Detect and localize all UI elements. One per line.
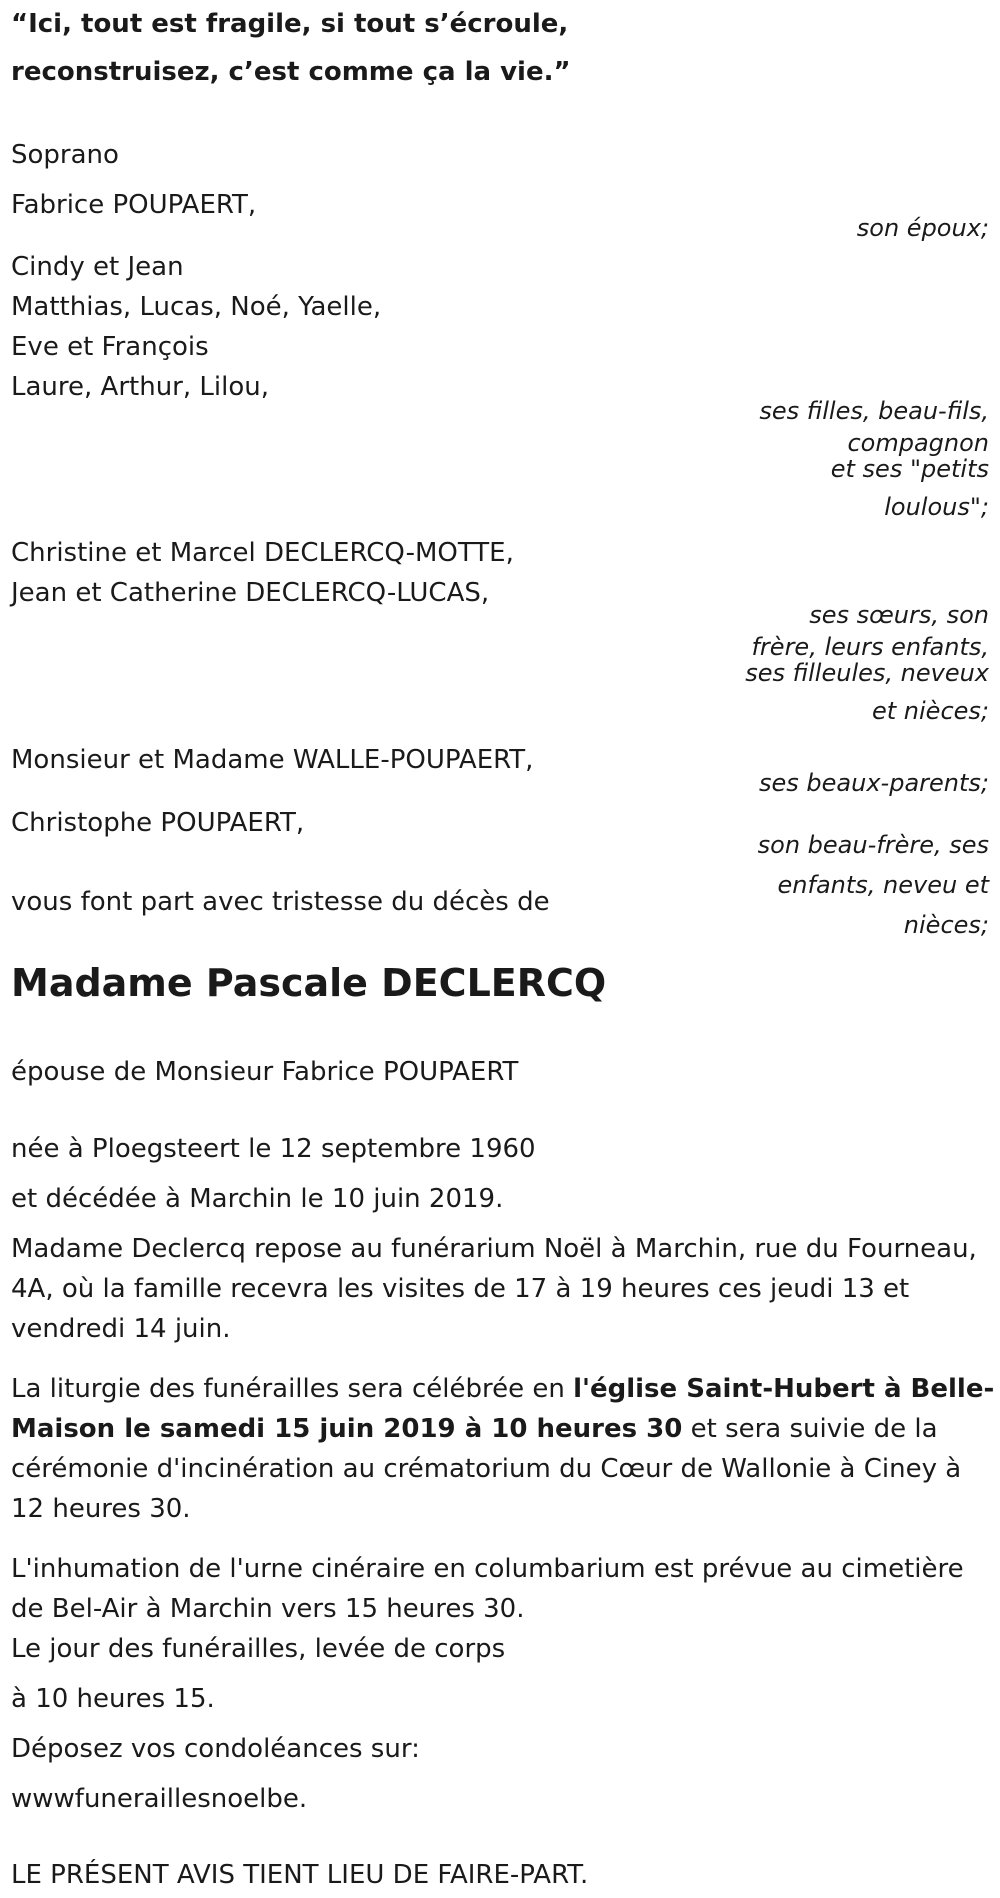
relation-line: ses filleules, neveux <box>745 659 989 687</box>
family-line: Fabrice POUPAERT, <box>11 190 257 220</box>
relation-line: ses sœurs, son <box>809 601 989 629</box>
website-line: wwwfunerai​llesnoelbe. <box>11 1784 308 1814</box>
urn-paragraph: L'inhumation de l'urne cinéraire en columbarium est prévue au cimetière de Bel-Air à Marchin vers 15 heures 30. <box>11 1554 964 1624</box>
announcement-line: vous font part avec tristesse du décès de <box>11 887 550 917</box>
footer-notice: LE PRÉSENT AVIS TIENT LIEU DE FAIRE-PART. <box>11 1860 589 1890</box>
epigraph-quote: “Ici, tout est fragile, si tout s’écroule, reconstruisez, c’est comme ça la vie.” <box>11 9 571 87</box>
liturgy-paragraph <box>11 1369 996 1529</box>
relation-line: nièces; <box>903 911 989 939</box>
relation-line: enfants, neveu et <box>777 871 989 899</box>
relation-beaux-parents: ses beaux-parents; <box>759 769 989 797</box>
levee-line: à 10 heures 15. <box>11 1684 215 1714</box>
relation-beau-frere <box>758 825 989 945</box>
spouse-line: épouse de Monsieur Fabrice POUPAERT <box>11 1057 519 1087</box>
family-line: Christophe POUPAERT, <box>11 808 305 838</box>
family-line: Cindy et Jean <box>11 252 184 282</box>
liturgy-text: La liturgie des funérailles sera célébrée en <box>11 1374 574 1404</box>
levee-line: Le jour des funérailles, levée de corps <box>11 1634 506 1664</box>
liturgy-place-time: l'église Saint-Hubert à Belle-Maison le samedi 15 juin 2019 à 10 heures 30 <box>11 1374 995 1444</box>
condolences-line: Déposez vos condoléances sur: <box>11 1734 420 1764</box>
relation-line: loulous"; <box>884 493 989 521</box>
relation-filles <box>759 391 989 531</box>
relation-soeurs <box>745 595 989 735</box>
family-line: Eve et François <box>11 332 209 362</box>
relation-line: compagnon <box>847 429 989 457</box>
liturgy-text: et sera suivie de la cérémonie d'incinération au crématorium du Cœur de Wallonie à Ciney à 12 heures 30. <box>11 1414 962 1524</box>
birth-line: née à Ploegsteert le 12 septembre 1960 <box>11 1134 536 1164</box>
family-line: Christine et Marcel DECLERCQ-MOTTE, <box>11 538 514 568</box>
family-line: Laure, Arthur, Lilou, <box>11 372 269 402</box>
relation-line: et nièces; <box>872 697 989 725</box>
death-line: et décédée à Marchin le 10 juin 2019. <box>11 1184 504 1214</box>
family-line: Matthias, Lucas, Noé, Yaelle, <box>11 292 382 322</box>
deceased-name: Madame Pascale DECLERCQ <box>11 961 607 1005</box>
relation-line: et ses "petits <box>830 455 989 483</box>
relation-line: son beau-frère, ses <box>757 831 989 859</box>
repose-paragraph: Madame Declercq repose au funérarium Noël à Marchin, rue du Fourneau, 4A, où la famille recevra les visites de 17 à 19 heures ces jeudi 13 et vendredi 14 juin. <box>11 1234 977 1344</box>
relation-epoux: son époux; <box>856 214 989 242</box>
family-line: Monsieur et Madame WALLE-POUPAERT, <box>11 745 534 775</box>
family-line: Soprano <box>11 140 119 170</box>
family-line: Jean et Catherine DECLERCQ-LUCAS, <box>11 578 490 608</box>
relation-line: ses filles, beau-fils, <box>759 397 989 425</box>
relation-line: frère, leurs enfants, <box>751 633 989 661</box>
